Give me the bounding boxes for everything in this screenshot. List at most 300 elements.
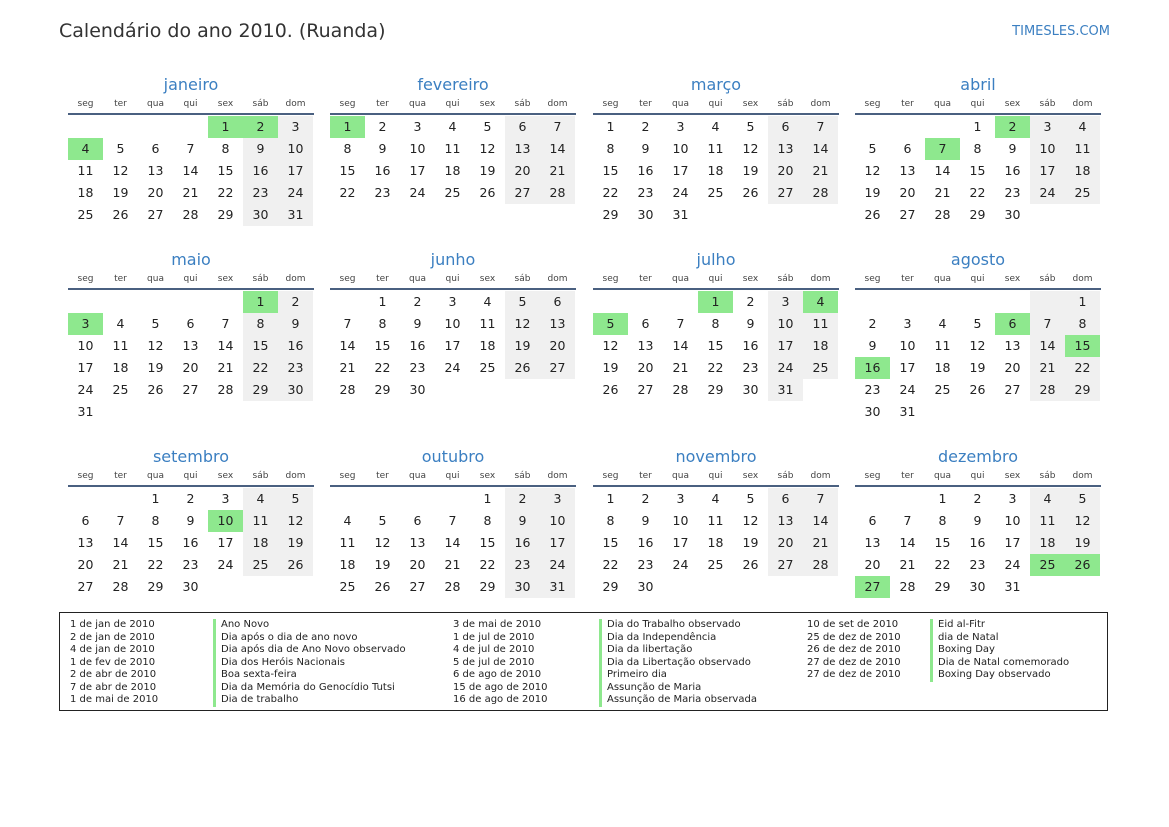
day-cell: 27: [505, 182, 540, 204]
day-cell: 2: [378, 119, 387, 134]
day-cell: 19: [969, 360, 986, 375]
day-cell: 9: [243, 138, 278, 160]
day-cell: 16: [409, 338, 426, 353]
day-cell: 2: [641, 119, 650, 134]
day-cell: 7: [1030, 313, 1065, 335]
day-cell: 19: [602, 360, 619, 375]
day-cell: 28: [1030, 379, 1065, 401]
day-cell: 13: [768, 138, 803, 160]
day-cell: 22: [707, 360, 724, 375]
month-divider: [330, 485, 576, 487]
weekday-label: sáb: [1039, 471, 1056, 481]
month-março: [593, 73, 839, 226]
weekday-header: [68, 97, 314, 111]
day-cell: 6: [81, 513, 90, 528]
day-cell: 4: [1030, 488, 1065, 510]
day-cell: 8: [343, 141, 352, 156]
day-cell: 4: [243, 488, 278, 510]
day-cell: 24: [1030, 182, 1065, 204]
day-cell: 23: [1004, 185, 1021, 200]
day-cell: 29: [707, 382, 724, 397]
day-cell: 24: [672, 557, 689, 572]
day-cell: 4: [116, 316, 125, 331]
day-cell: 13: [505, 138, 540, 160]
day-cell: 12: [602, 338, 619, 353]
day-cell: 6: [903, 141, 912, 156]
week-row: [68, 182, 314, 204]
day-cell: 22: [479, 557, 496, 572]
day-cell: 3: [1008, 491, 1017, 506]
day-cell: 20: [540, 335, 575, 357]
weekday-header: [855, 469, 1101, 483]
day-cell: 29: [479, 579, 496, 594]
week-row: [330, 532, 576, 554]
weekday-label: dom: [810, 99, 831, 109]
week-row: [593, 576, 839, 598]
day-cell: 27: [540, 357, 575, 379]
empty-day-cell: [68, 488, 103, 510]
day-cell: 13: [147, 163, 164, 178]
day-cell: 15: [147, 535, 164, 550]
empty-day-cell: [540, 379, 575, 401]
day-cell: 11: [803, 313, 838, 335]
day-cell: 13: [1004, 338, 1021, 353]
day-cell: 11: [479, 316, 496, 331]
day-cell: 25: [707, 557, 724, 572]
day-cell: 7: [925, 138, 960, 160]
day-cell: 2: [995, 116, 1030, 138]
day-cell: 20: [77, 557, 94, 572]
day-cell: 30: [409, 382, 426, 397]
week-row: [855, 532, 1101, 554]
day-cell: 25: [339, 579, 356, 594]
day-cell: 8: [221, 141, 230, 156]
weekday-label: qui: [970, 99, 985, 109]
empty-day-cell: [278, 401, 313, 423]
empty-day-cell: [890, 291, 925, 313]
empty-day-cell: [173, 291, 208, 313]
holiday-date: 25 de dez de 2010: [807, 631, 901, 643]
empty-day-cell: [278, 576, 313, 598]
day-cell: 15: [707, 338, 724, 353]
empty-day-cell: [103, 116, 138, 138]
day-cell: 22: [217, 185, 234, 200]
weekday-label: sáb: [514, 99, 531, 109]
day-cell: 2: [868, 316, 877, 331]
day-cell: 6: [151, 141, 160, 156]
month-divider: [593, 288, 839, 290]
day-cell: 11: [77, 163, 94, 178]
empty-day-cell: [1030, 401, 1065, 423]
page-title: Calendário do ano 2010. (Ruanda): [59, 20, 386, 42]
day-cell: 24: [444, 360, 461, 375]
day-cell: 20: [768, 532, 803, 554]
holiday-date: 1 de jan de 2010: [70, 619, 155, 630]
week-row: [330, 576, 576, 598]
day-cell: 17: [409, 163, 426, 178]
day-cell: 27: [409, 579, 426, 594]
month-name: março: [690, 75, 742, 94]
empty-day-cell: [855, 488, 890, 510]
day-cell: 2: [413, 294, 422, 309]
day-cell: 3: [448, 294, 457, 309]
weekday-label: qui: [445, 274, 460, 284]
day-cell: 29: [969, 207, 986, 222]
month-divider: [330, 113, 576, 115]
day-cell: 26: [742, 557, 759, 572]
day-cell: 26: [505, 357, 540, 379]
week-row: [855, 554, 1101, 576]
day-cell: 27: [855, 576, 890, 598]
site-link[interactable]: TIMESLES.COM: [1012, 24, 1110, 39]
weekday-label: qui: [445, 471, 460, 481]
month-name: maio: [171, 250, 211, 269]
day-cell: 23: [742, 360, 759, 375]
empty-day-cell: [803, 576, 838, 598]
day-cell: 25: [934, 382, 951, 397]
weekday-label: qui: [708, 471, 723, 481]
day-cell: 14: [444, 535, 461, 550]
week-row: [68, 160, 314, 182]
day-cell: 20: [637, 360, 654, 375]
day-cell: 23: [243, 182, 278, 204]
weekday-header: [330, 97, 576, 111]
holiday-date: 10 de set de 2010: [807, 619, 899, 630]
weekday-label: sáb: [777, 274, 794, 284]
month-divider: [68, 288, 314, 290]
day-cell: 11: [112, 338, 129, 353]
week-row: [68, 335, 314, 357]
weekday-label: qua: [147, 471, 164, 481]
day-cell: 1: [606, 491, 615, 506]
empty-day-cell: [733, 204, 768, 226]
empty-day-cell: [960, 401, 995, 423]
day-cell: 24: [540, 554, 575, 576]
week-row: [593, 335, 839, 357]
day-cell: 28: [803, 182, 838, 204]
day-cell: 19: [742, 163, 759, 178]
week-row: [593, 488, 839, 510]
day-cell: 31: [77, 404, 94, 419]
day-cell: 29: [1065, 379, 1100, 401]
month-name: julho: [696, 250, 736, 269]
day-cell: 17: [217, 535, 234, 550]
day-cell: 5: [868, 141, 877, 156]
holiday-date: 27 de dez de 2010: [807, 669, 901, 680]
day-cell: 7: [803, 488, 838, 510]
day-cell: 1: [151, 491, 160, 506]
day-cell: 1: [606, 119, 615, 134]
holiday-name: Ano Novo: [221, 619, 270, 630]
day-cell: 28: [112, 579, 129, 594]
day-cell: 16: [637, 163, 654, 178]
week-row: [68, 357, 314, 379]
holiday-dates-column: [70, 619, 158, 707]
holiday-name: Dia após dia de Ano Novo observado: [221, 644, 406, 655]
day-cell: 12: [1065, 510, 1100, 532]
day-cell: 6: [768, 488, 803, 510]
day-cell: 19: [1065, 532, 1100, 554]
weekday-label: qua: [409, 99, 426, 109]
weekday-label: ter: [901, 274, 914, 284]
week-row: [330, 182, 576, 204]
weekday-header: [330, 272, 576, 286]
day-cell: 31: [672, 207, 689, 222]
day-cell: 10: [672, 513, 689, 528]
day-cell: 3: [903, 316, 912, 331]
day-cell: 17: [768, 335, 803, 357]
day-cell: 17: [540, 532, 575, 554]
month-setembro: [68, 445, 314, 598]
holiday-names-column: [599, 619, 757, 707]
day-cell: 30: [637, 579, 654, 594]
week-row: [593, 357, 839, 379]
weekday-label: ter: [376, 99, 389, 109]
weekday-label: qua: [672, 274, 689, 284]
empty-day-cell: [593, 291, 628, 313]
day-cell: 15: [934, 535, 951, 550]
day-cell: 26: [479, 185, 496, 200]
day-cell: 6: [768, 116, 803, 138]
week-row: [68, 204, 314, 226]
week-row: [593, 160, 839, 182]
day-cell: 16: [278, 335, 313, 357]
empty-day-cell: [698, 204, 733, 226]
week-row: [593, 510, 839, 532]
day-cell: 12: [505, 313, 540, 335]
weekday-label: ter: [639, 471, 652, 481]
day-cell: 18: [444, 163, 461, 178]
day-cell: 22: [243, 357, 278, 379]
day-cell: 2: [973, 491, 982, 506]
weekday-label: sex: [1004, 99, 1021, 109]
week-row: [855, 160, 1101, 182]
month-name: setembro: [152, 447, 230, 466]
day-cell: 19: [112, 185, 129, 200]
holiday-list: [59, 612, 1108, 711]
weekday-label: sex: [479, 471, 496, 481]
day-cell: 20: [864, 557, 881, 572]
day-cell: 16: [969, 535, 986, 550]
day-cell: 12: [864, 163, 881, 178]
day-cell: 18: [803, 335, 838, 357]
day-cell: 1: [973, 119, 982, 134]
day-cell: 29: [602, 207, 619, 222]
week-row: [330, 357, 576, 379]
day-cell: 22: [969, 185, 986, 200]
weekday-label: qui: [970, 471, 985, 481]
month-maio: [68, 248, 314, 423]
day-cell: 4: [448, 119, 457, 134]
day-cell: 4: [803, 291, 838, 313]
day-cell: 12: [742, 513, 759, 528]
month-divider: [330, 288, 576, 290]
day-cell: 18: [707, 535, 724, 550]
day-cell: 21: [1030, 357, 1065, 379]
empty-day-cell: [803, 379, 838, 401]
day-cell: 4: [483, 294, 492, 309]
empty-day-cell: [1030, 576, 1065, 598]
week-row: [330, 554, 576, 576]
day-cell: 28: [182, 207, 199, 222]
holiday-dates-column: [453, 619, 547, 707]
day-cell: 26: [864, 207, 881, 222]
day-cell: 12: [742, 141, 759, 156]
day-cell: 14: [899, 535, 916, 550]
month-fevereiro: [330, 73, 576, 204]
week-row: [855, 335, 1101, 357]
day-cell: 3: [540, 488, 575, 510]
day-cell: 25: [444, 185, 461, 200]
weekday-label: ter: [901, 471, 914, 481]
empty-day-cell: [470, 379, 505, 401]
day-cell: 8: [973, 141, 982, 156]
week-row: [68, 401, 314, 423]
day-cell: 5: [973, 316, 982, 331]
weekday-label: sáb: [1039, 274, 1056, 284]
empty-day-cell: [68, 291, 103, 313]
holiday-name: Dia da Independência: [607, 631, 717, 643]
weekday-label: sáb: [252, 471, 269, 481]
day-cell: 30: [969, 579, 986, 594]
day-cell: 25: [243, 554, 278, 576]
empty-day-cell: [103, 291, 138, 313]
day-cell: 8: [938, 513, 947, 528]
week-row: [855, 138, 1101, 160]
day-cell: 21: [803, 532, 838, 554]
day-cell: 2: [505, 488, 540, 510]
day-cell: 31: [768, 379, 803, 401]
day-cell: 18: [112, 360, 129, 375]
day-cell: 15: [1065, 335, 1100, 357]
day-cell: 21: [112, 557, 129, 572]
day-cell: 5: [151, 316, 160, 331]
weekday-label: sex: [217, 274, 234, 284]
day-cell: 21: [444, 557, 461, 572]
day-cell: 28: [444, 579, 461, 594]
day-cell: 13: [540, 313, 575, 335]
empty-day-cell: [733, 576, 768, 598]
weekday-label: qui: [970, 274, 985, 284]
month-julho: [593, 248, 839, 401]
empty-day-cell: [138, 116, 173, 138]
day-cell: 15: [969, 163, 986, 178]
empty-day-cell: [103, 488, 138, 510]
day-cell: 6: [540, 291, 575, 313]
day-cell: 18: [934, 360, 951, 375]
week-row: [68, 488, 314, 510]
holiday-name: Dia de trabalho: [221, 694, 299, 705]
day-cell: 24: [899, 382, 916, 397]
weekday-label: qui: [183, 471, 198, 481]
day-cell: 24: [409, 185, 426, 200]
week-row: [68, 554, 314, 576]
day-cell: 24: [77, 382, 94, 397]
weekday-label: ter: [114, 99, 127, 109]
day-cell: 30: [182, 579, 199, 594]
empty-day-cell: [855, 291, 890, 313]
holiday-date: 4 de jan de 2010: [70, 644, 155, 655]
day-cell: 30: [742, 382, 759, 397]
week-row: [330, 510, 576, 532]
empty-day-cell: [365, 488, 400, 510]
day-cell: 17: [672, 163, 689, 178]
empty-day-cell: [890, 116, 925, 138]
day-cell: 10: [444, 316, 461, 331]
day-cell: 29: [147, 579, 164, 594]
day-cell: 23: [505, 554, 540, 576]
day-cell: 14: [339, 338, 356, 353]
day-cell: 23: [637, 557, 654, 572]
day-cell: 8: [483, 513, 492, 528]
day-cell: 13: [899, 163, 916, 178]
month-name: novembro: [675, 447, 757, 466]
month-divider: [68, 113, 314, 115]
day-cell: 23: [864, 382, 881, 397]
weekday-label: dom: [547, 471, 568, 481]
weekday-label: qua: [934, 274, 951, 284]
empty-day-cell: [768, 576, 803, 598]
day-cell: 1: [483, 491, 492, 506]
weekday-label: qua: [934, 471, 951, 481]
day-cell: 29: [374, 382, 391, 397]
weekday-header: [593, 272, 839, 286]
day-cell: 17: [444, 338, 461, 353]
day-cell: 11: [707, 513, 724, 528]
day-cell: 18: [479, 338, 496, 353]
day-cell: 23: [278, 357, 313, 379]
holiday-date: 4 de jul de 2010: [453, 644, 535, 655]
weekday-label: ter: [376, 471, 389, 481]
day-cell: 3: [278, 116, 313, 138]
day-cell: 16: [855, 357, 890, 379]
weekday-label: dom: [285, 274, 306, 284]
empty-day-cell: [103, 401, 138, 423]
weekday-header: [593, 469, 839, 483]
weekday-label: sex: [217, 471, 234, 481]
weekday-label: dom: [285, 471, 306, 481]
weekday-label: ter: [901, 99, 914, 109]
day-cell: 11: [243, 510, 278, 532]
day-cell: 5: [116, 141, 125, 156]
day-cell: 2: [186, 491, 195, 506]
day-cell: 8: [606, 141, 615, 156]
empty-day-cell: [925, 116, 960, 138]
day-cell: 4: [1065, 116, 1100, 138]
day-cell: 12: [969, 338, 986, 353]
day-cell: 7: [116, 513, 125, 528]
holiday-name: Dia após o dia de ano novo: [221, 631, 358, 643]
day-cell: 14: [672, 338, 689, 353]
weekday-label: sáb: [252, 274, 269, 284]
day-cell: 17: [672, 535, 689, 550]
day-cell: 21: [182, 185, 199, 200]
day-cell: 13: [768, 510, 803, 532]
day-cell: 29: [934, 579, 951, 594]
day-cell: 6: [995, 313, 1030, 335]
day-cell: 23: [969, 557, 986, 572]
week-row: [68, 510, 314, 532]
week-row: [68, 138, 314, 160]
day-cell: 27: [637, 382, 654, 397]
weekday-header: [330, 469, 576, 483]
holiday-name: Dia de Natal comemorado: [938, 656, 1070, 668]
day-cell: 10: [77, 338, 94, 353]
day-cell: 14: [182, 163, 199, 178]
week-row: [593, 204, 839, 226]
empty-day-cell: [1065, 401, 1100, 423]
day-cell: 27: [768, 554, 803, 576]
